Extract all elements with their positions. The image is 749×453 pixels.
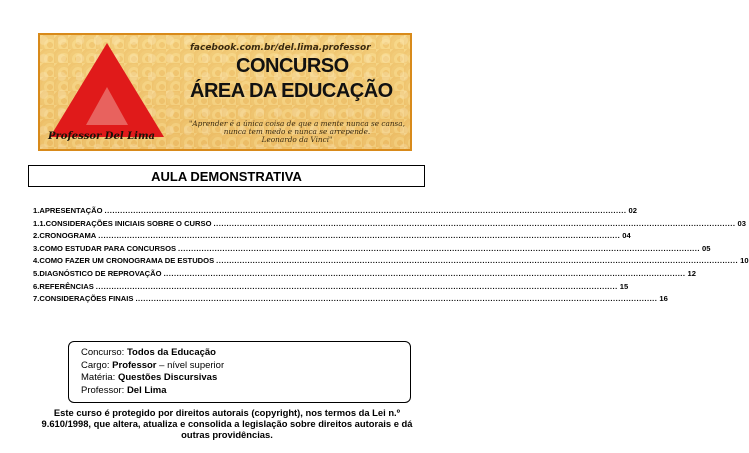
toc-number: 6.: [33, 281, 40, 291]
toc-row[interactable]: [33, 294, 668, 307]
toc-leader-dots: ........................................................................................................................................................................................................: [135, 294, 658, 304]
toc-number: 3.: [33, 243, 40, 253]
toc-row[interactable]: [33, 206, 637, 219]
header-banner: [38, 33, 412, 151]
toc-row[interactable]: [33, 268, 696, 282]
toc-leader-dots: ........................................................................................................................................................................................................: [163, 268, 686, 278]
toc-leader-dots: ........................................................................................................................................................................................................: [216, 256, 739, 266]
toc-row[interactable]: [33, 256, 749, 269]
toc-number: 2.: [33, 231, 40, 241]
toc-leader-dots: ........................................................................................................................................................................................................: [95, 281, 618, 291]
toc-number: 1.: [33, 206, 40, 215]
copyright-notice: Este curso é protegido por direitos autorais (copyright), nos termos da Lei n.º 9.610/1998, que altera, atualiza e consolida a legislação sobre direitos autorais e dá outras providências.: [41, 407, 413, 440]
info-professor: Professor: Del Lima: [81, 384, 167, 396]
toc-page-number: 02: [628, 206, 637, 215]
toc-row[interactable]: [33, 243, 711, 257]
toc-page-number: 12: [687, 268, 696, 278]
toc-page-number: 05: [702, 243, 711, 253]
toc-leader-dots: ........................................................................................................................................................................................................: [178, 243, 701, 253]
toc-number: 1.1.: [33, 218, 46, 228]
toc-title: CONSIDERAÇÕES FINAIS: [39, 294, 134, 304]
toc-number: 7.: [33, 294, 40, 304]
banner-quote: "Aprender é a única coisa de que a mente nunca se cansa, nunca tem medo e nunca se arrepende. Leonardo da Vinci": [189, 119, 405, 145]
banner-title-line2: ÁREA DA EDUCAÇÃO: [190, 80, 393, 102]
toc-title: REFERÊNCIAS: [39, 281, 94, 291]
info-concurso: Concurso: Todos da Educação: [81, 347, 216, 358]
toc-page-number: 15: [619, 281, 629, 291]
toc-leader-dots: ........................................................................................................................................................................................................: [213, 218, 736, 228]
toc-number: 4.: [33, 256, 40, 266]
info-cargo: Cargo: Professor – nível superior: [81, 359, 225, 371]
toc-title: DIAGNÓSTICO DE REPROVAÇÃO: [39, 268, 162, 278]
table-of-contents: [33, 206, 749, 307]
section-title: AULA DEMONSTRATIVA: [151, 168, 302, 184]
toc-page-number: 16: [659, 294, 668, 304]
toc-row[interactable]: [33, 218, 746, 232]
toc-title: COMO FAZER UM CRONOGRAMA DE ESTUDOS: [39, 256, 215, 266]
course-info-box: [68, 341, 411, 403]
toc-leader-dots: ........................................................................................................................................................................................................: [98, 231, 621, 241]
toc-row[interactable]: [33, 231, 631, 244]
professor-signature: Professor Del Lima: [48, 131, 156, 142]
toc-number: 5.: [33, 268, 40, 278]
toc-page-number: 03: [737, 218, 746, 228]
toc-row[interactable]: [33, 281, 629, 295]
banner-title-line1: CONCURSO: [236, 55, 349, 77]
red-triangle-logo-icon: [48, 41, 166, 141]
toc-title: COMO ESTUDAR PARA CONCURSOS: [39, 243, 177, 253]
toc-title: CRONOGRAMA: [39, 231, 97, 241]
toc-page-number: 10: [740, 256, 749, 266]
info-materia: Matéria: Questões Discursivas: [81, 372, 218, 383]
toc-leader-dots: ........................................................................................................................................................................................................: [104, 206, 627, 215]
toc-title: CONSIDERAÇÕES INICIAIS SOBRE O CURSO: [45, 218, 212, 228]
section-title-box: [28, 165, 425, 187]
toc-title: APRESENTAÇÃO: [39, 206, 103, 215]
toc-page-number: 04: [622, 231, 631, 241]
facebook-link: facebook.com.br/del.lima.professor: [190, 43, 371, 53]
